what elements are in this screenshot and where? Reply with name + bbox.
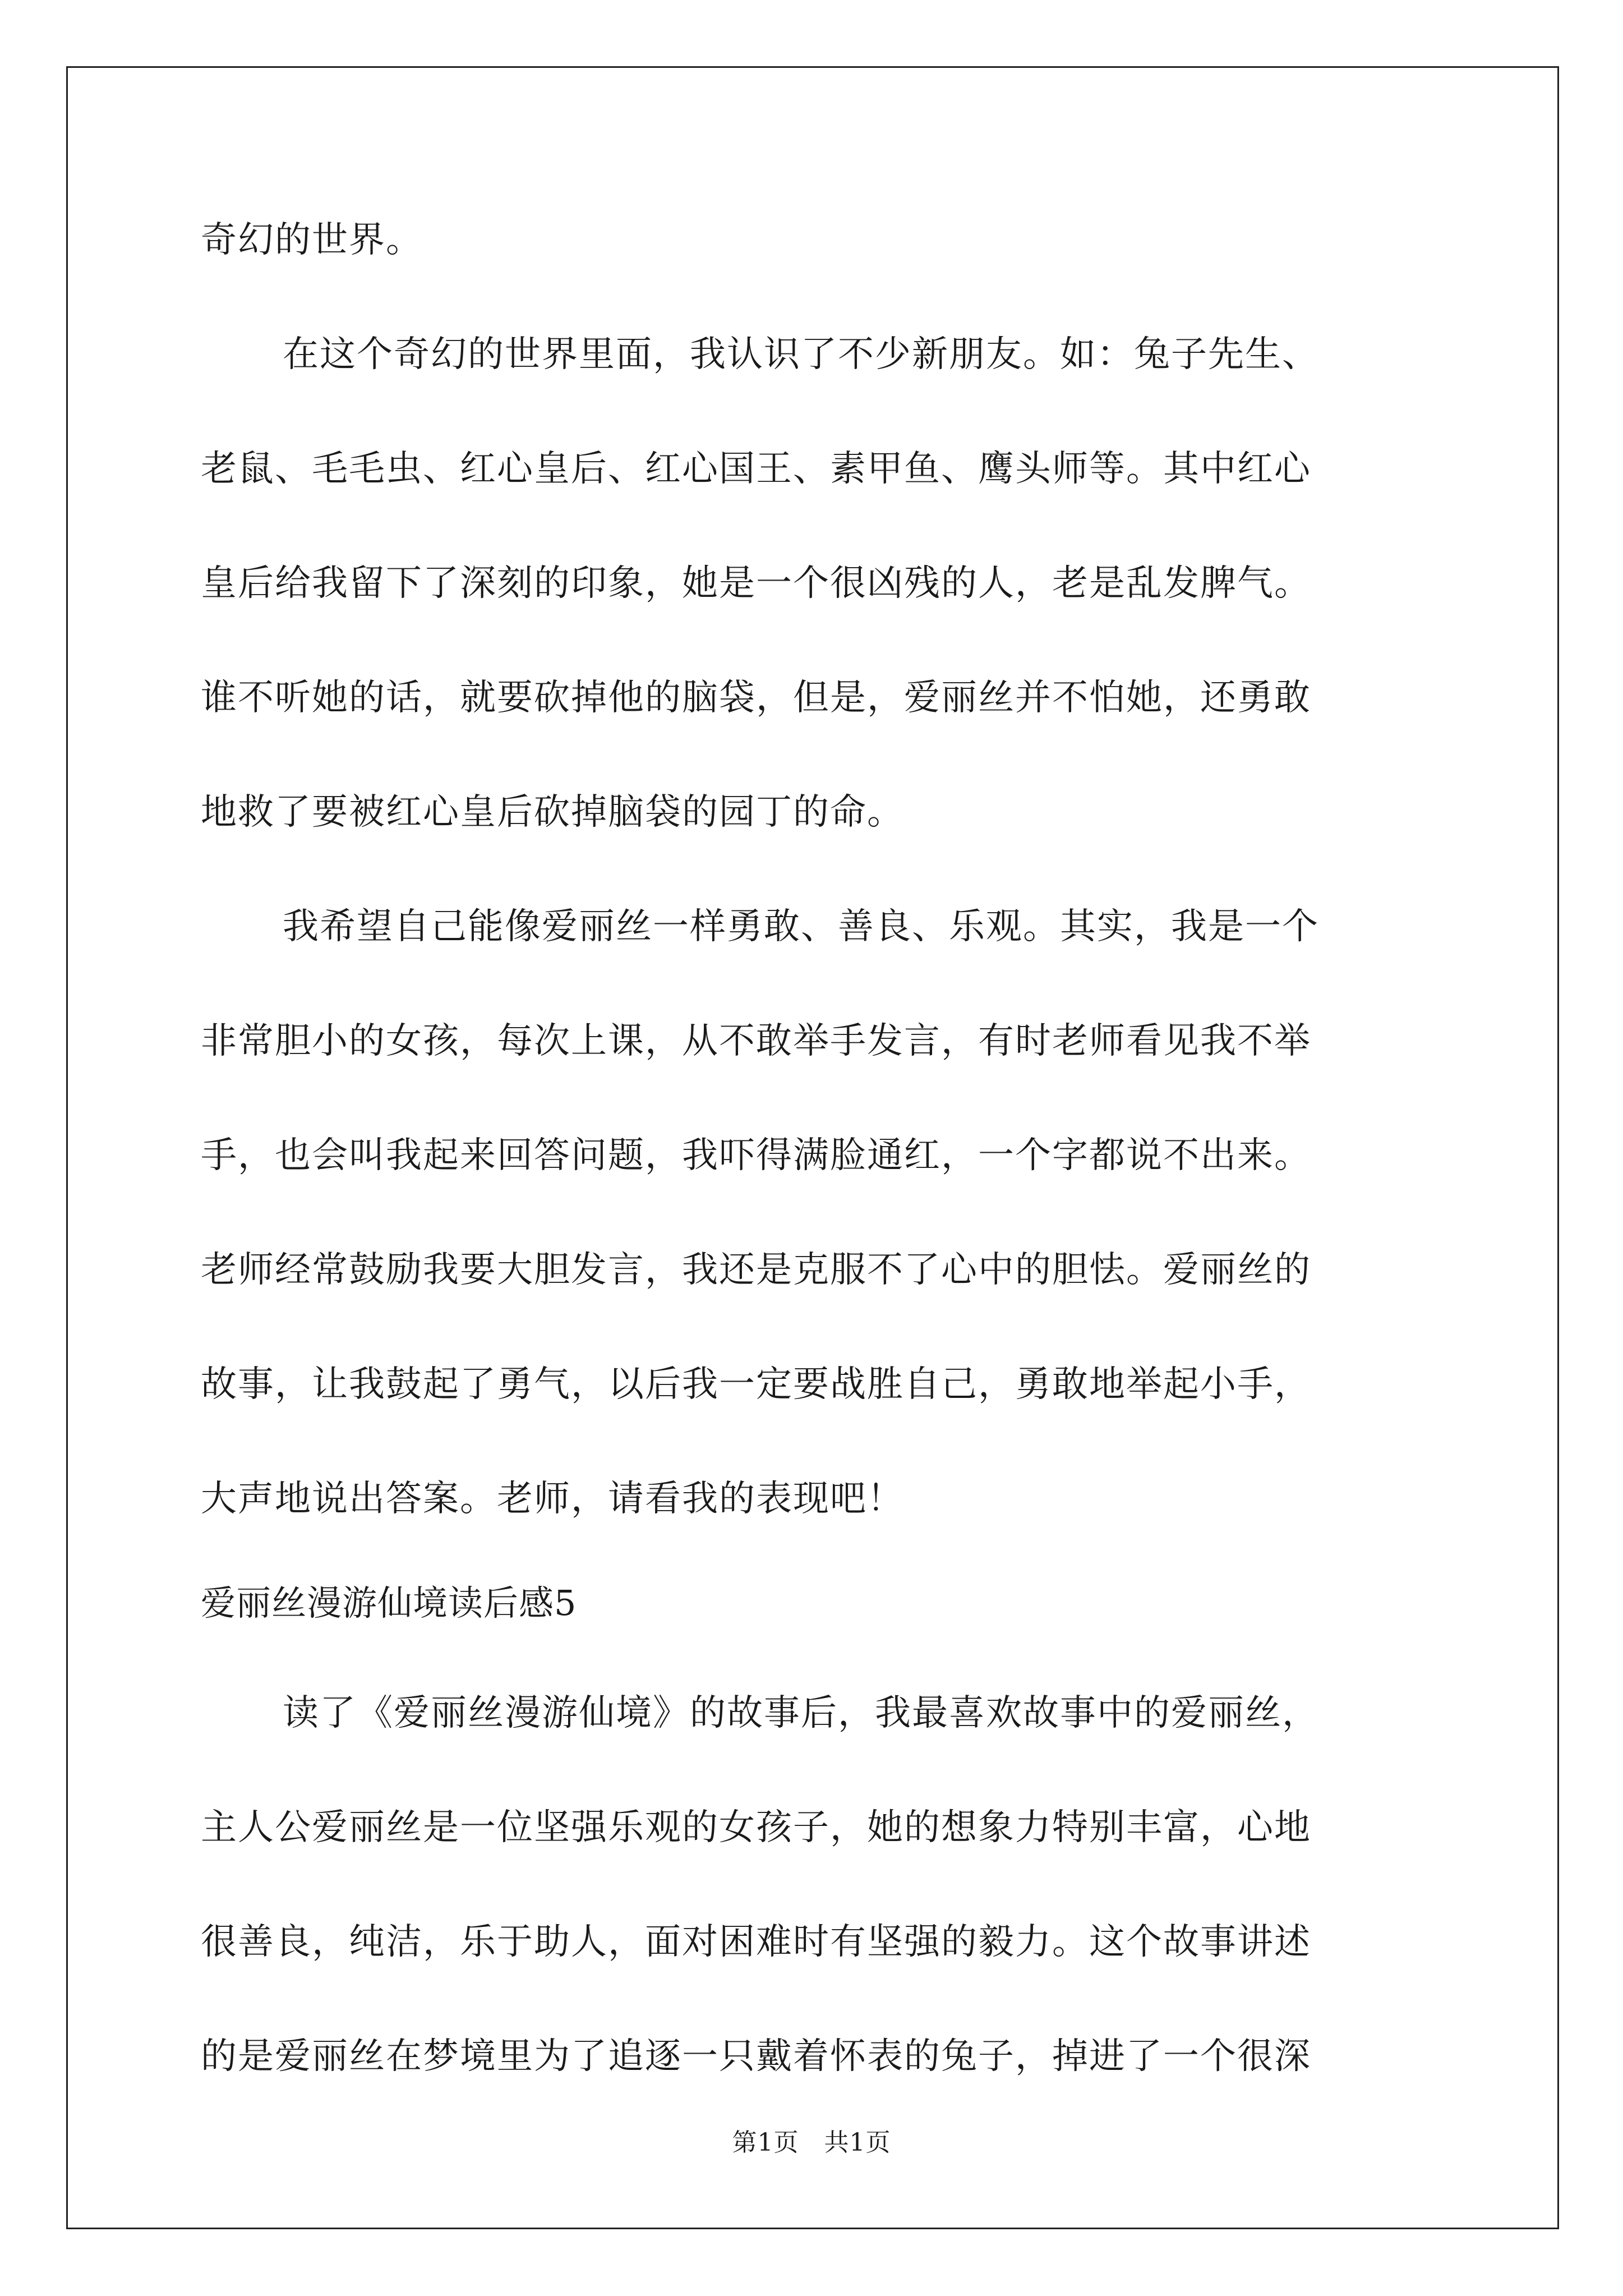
text-line: 老师经常鼓励我要大胆发言，我还是克服不了心中的胆怯。爱丽丝的	[201, 1249, 1311, 1291]
text-line: 非常胆小的女孩，每次上课，从不敢举手发言，有时老师看见我不举	[201, 1020, 1311, 1062]
text-line: 谁不听她的话，就要砍掉他的脑袋，但是，爱丽丝并不怕她，还勇敢	[201, 677, 1311, 719]
text-line: 地救了要被红心皇后砍掉脑袋的园丁的命。	[201, 792, 904, 833]
section-heading: 爱丽丝漫游仙境读后感5	[201, 1582, 577, 1623]
text-line: 奇幻的世界。	[201, 219, 423, 261]
text-line: 故事，让我鼓起了勇气，以后我一定要战胜自己，勇敢地举起小手，	[201, 1364, 1311, 1405]
text-line: 主人公爱丽丝是一位坚强乐观的女孩子，她的想象力特别丰富，心地	[201, 1807, 1311, 1848]
text-line: 很善良，纯洁，乐于助人，面对困难时有坚强的毅力。这个故事讲述	[201, 1921, 1311, 1963]
text-line: 的是爱丽丝在梦境里为了追逐一只戴着怀表的兔子，掉进了一个很深	[201, 2036, 1311, 2077]
text-line: 大声地说出答案。老师，请看我的表现吧！	[201, 1478, 904, 1520]
paragraph-first-line: 我希望自己能像爱丽丝一样勇敢、善良、乐观。其实，我是一个	[283, 906, 1319, 947]
text-line: 老鼠、毛毛虫、红心皇后、红心国王、素甲鱼、鹰头师等。其中红心	[201, 448, 1311, 490]
page-footer: 第1页 共1页	[732, 2128, 891, 2157]
text-line: 皇后给我留下了深刻的印象，她是一个很凶残的人，老是乱发脾气。	[201, 563, 1311, 604]
paragraph-first-line: 在这个奇幻的世界里面，我认识了不少新朋友。如：兔子先生、	[283, 334, 1319, 375]
paragraph-first-line: 读了《爱丽丝漫游仙境》的故事后，我最喜欢故事中的爱丽丝，	[283, 1692, 1319, 1734]
text-line: 手，也会叫我起来回答问题，我吓得满脸通红，一个字都说不出来。	[201, 1135, 1311, 1176]
